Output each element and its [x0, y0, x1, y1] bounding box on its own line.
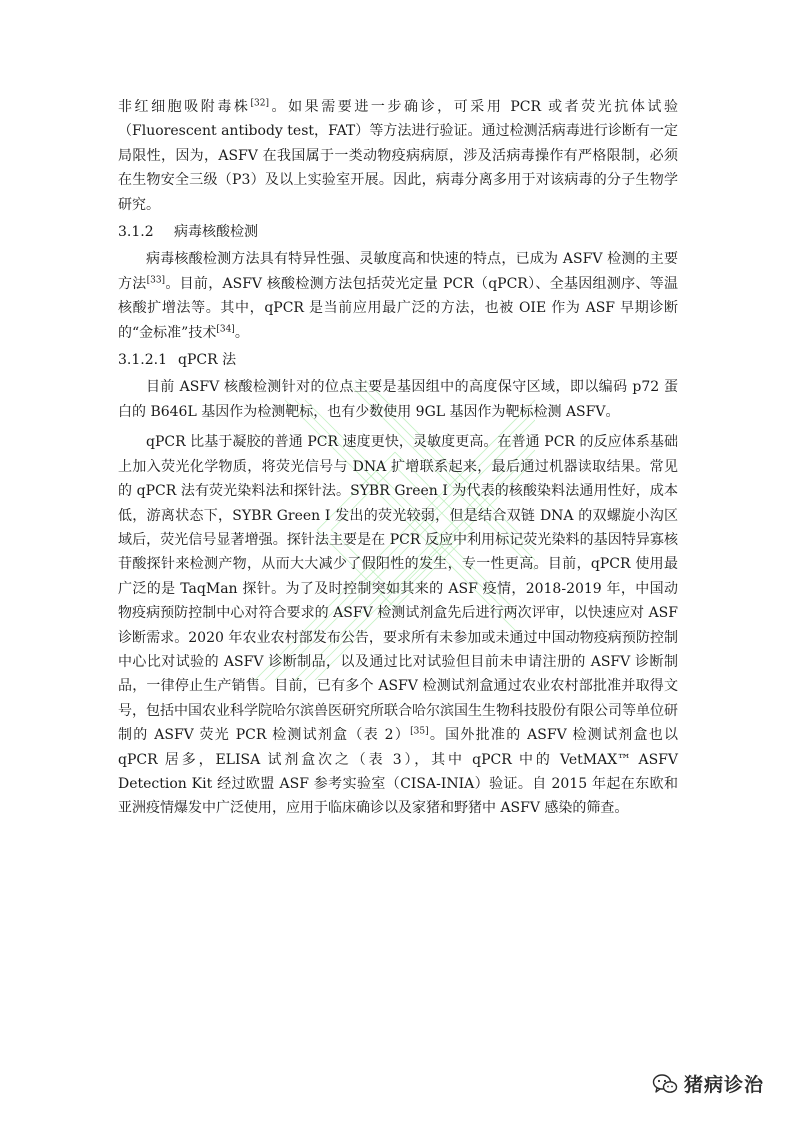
- wechat-icon: [652, 1073, 678, 1095]
- paragraph-1-text-a: 非红细胞吸附毒株: [118, 99, 251, 115]
- section-title: 病毒核酸检测: [174, 224, 258, 241]
- reference-34: [34]: [216, 324, 235, 334]
- reference-33: [33]: [146, 275, 166, 286]
- paragraph-2-text-a: 病毒核酸检测方法具有特异性强、灵敏度高和快速的特点，已成为 ASFV 检测的主要方法: [118, 251, 678, 292]
- paragraph-4: [118, 430, 678, 821]
- paragraph-1: [118, 95, 678, 217]
- reference-35: [35]: [410, 726, 429, 737]
- paragraph-3: 目前 ASFV 核酸检测针对的位点主要是基因组中的高度保守区域，即以编码 p72 蛋白的 B646L 基因作为检测靶标，也有少数使用 9GL 基因作为靶标检测 ASFV。: [118, 379, 678, 420]
- paragraph-4-text-a: qPCR 比基于凝胶的普通 PCR 速度更快，灵敏度更高。在普通 PCR 的反应体系基础上加入荧光化学物质，将荧光信号与 DNA 扩增联系起来，最后通过机器读取结果。常见的 qPCR 法有荧光染料法和探针法。SYBR Green I 为代表的核酸染料法通用性好，成本低，游离状态下，SYBR Green I 发出的荧光较弱，但是结合双链 DNA 的双螺旋小沟区域后，荧光信号显著增强。探针法主要是在 PCR 反应中利用标记荧光染料的基因特异寡核苷酸探针来检测产物，从而大大减少了假阳性的发生，专一性更高。目前，qPCR 使用最广泛的是 TaqMan 探针。为了及时控制突如其来的 ASF 疫情，2018-2019 年，中国动物疫病预防控制中心对符合要求的 ASFV 检测试剂盒先后进行两次评审，以快速应对 ASF 诊断需求。2020 年农业农村部发布公告，要求所有未参加或未通过中国动物疫病预防控制中心比对试验的 ASFV 诊断制品，以及通过比对试验但目前未申请注册的 ASFV 诊断制品，一律停止生产销售。目前，已有多个 ASFV 检测试剂盒通过农业农村部批准并取得文号，包括中国农业科学院哈尔滨兽医研究所联合哈尔滨国生生物科技股份有限公司等单位研制的 ASFV 荧光 PCR 检测试剂盒（表 2）: [118, 434, 678, 744]
- section-heading-3-1-2: [118, 220, 678, 244]
- brand-footer: [652, 1070, 764, 1097]
- paragraph-2: [118, 247, 678, 345]
- brand-name: 猪病诊治: [683, 1074, 764, 1096]
- paragraph-2-text-c: 。: [234, 324, 249, 341]
- paragraph-2-text-b: 。目前，ASFV 核酸检测方法包括荧光定量 PCR（qPCR）、全基因组测序、等温核酸扩增法等。其中，qPCR 是当前应用最广泛的方法，也被 OIE 作为 ASF 早期诊断的“金标准”技术: [118, 275, 679, 341]
- section-heading-3-1-2-1: [118, 348, 678, 372]
- reference-32: [32]: [250, 98, 269, 109]
- subsection-title: qPCR 法: [178, 352, 237, 369]
- paragraph-4-text-b: 。国外批准的 ASFV 检测试剂盒也以 qPCR 居多，ELISA 试剂盒次之（表 3），其中 qPCR 中的 VetMAX™ ASFV Detection Kit 经过欧盟 ASF 参考实验室（CISA-INIA）验证。自 2015 年起在东欧和亚洲疫情爆发中广泛使用，应用于临床确诊以及家猪和野猪中 ASFV 感染的筛查。: [118, 727, 678, 817]
- paragraph-1-text-b: 。如果需要进一步确诊，可采用 PCR 或者荧光抗体试验（Fluorescent antibody test，FAT）等方法进行验证。通过检测活病毒进行诊断有一定局限性，因为，ASFV 在我国属于一类动物疫病病原，涉及活病毒操作有严格限制，必须在生物安全三级（P3）及以上实验室开展。因此，病毒分离多用于对该病毒的分子生物学研究。: [118, 99, 678, 213]
- article-body: [118, 95, 678, 821]
- section-number: 3.1.2: [118, 224, 154, 241]
- subsection-number: 3.1.2.1: [118, 352, 167, 369]
